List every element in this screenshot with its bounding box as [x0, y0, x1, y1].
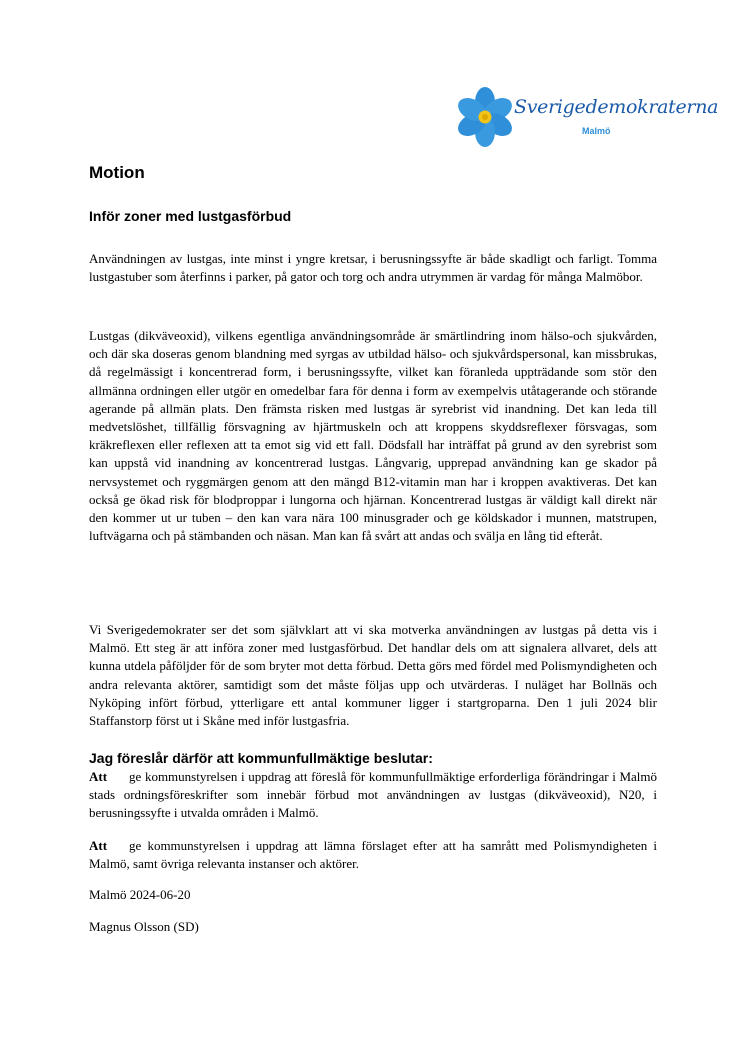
- motion-lead: Att: [89, 769, 108, 784]
- document-heading: Motion: [89, 163, 145, 182]
- paragraph: Vi Sverigedemokrater ser det som självklart att vi ska motverka användningen av lustgas på detta vis i Malmö. Ett steg är att införa zoner med lustgasförbud. Det handlar dels om att signalera allvaret, dels att kunna utdela påföljder för de som bryter mot detta förbud. Detta görs med fördel med Polismyndigheten och andra relevanta aktörer, samtidigt som det måste följas upp och utvärderas. I nuläget har Bollnäs och Nyköping infört förbud, ytterligare ett antal kommuner ligger i startgroparna. Den 1 juli 2024 blir Staffanstorp först ut i Skåne med inför lustgasfria.: [89, 622, 657, 729]
- motion-lead: Att: [89, 838, 108, 853]
- signature: Magnus Olsson (SD): [89, 919, 199, 934]
- motion-text: ge kommunstyrelsen i uppdrag att lämna förslaget efter att ha samrått med Polismyndigheten i Malmö, samt övriga relevanta instanser och aktörer.: [89, 838, 657, 872]
- logo-wordmark: Sverigedemokraterna: [514, 96, 719, 118]
- proposal-heading: Jag föreslår därför att kommunfullmäktige beslutar:: [89, 750, 433, 766]
- logo-subtitle: Malmö: [582, 126, 611, 136]
- party-logo: [458, 86, 719, 148]
- paragraph: Användningen av lustgas, inte minst i yngre kretsar, i berusningssyfte är både skadligt och farligt. Tomma lustgastuber som återfinns i parker, på gator och torg och andra utrymmen är vardag för många Malmöbor.: [89, 251, 657, 285]
- motion-title: Inför zoner med lustgasförbud: [89, 208, 292, 224]
- anemone-flower-icon: [458, 86, 514, 148]
- motion-item: [89, 768, 657, 823]
- motion-item: [89, 837, 657, 873]
- motion-text: ge kommunstyrelsen i uppdrag att föreslå för kommunfullmäktige erforderliga förändringar i Malmö stads ordningsföreskrifter som innebär förbud mot användningen av lustgas (dikväveoxid), N20, i berusningssyfte i utvalda områden i Malmö.: [89, 769, 657, 821]
- paragraph: Lustgas (dikväveoxid), vilkens egentliga användningsområde är smärtlindring inom hälso-och sjukvården, och där ska doseras genom blandning med syrgas av utbildad hälso- och sjukvårdspersonal, kan missbrukas, då regelmässigt i koncentrerad form, i berusningssyfte, vilket kan föranleda uppträdande som stör den allmänna ordningen eller utgör en omedelbar fara för denna i form av exempelvis utåtagerande och störande agerande på allmän plats. Den främsta risken med lustgas är syrebrist vid inandning. Det kan leda till medvetslöshet, tillfällig försvagning av hjärtmuskeln och att kroppens skyddsreflexer försvagas, som kräkreflexen eller reflexen att ta emot sig vid ett fall. Dödsfall har inträffat på grund av den syrebrist som kan uppstå vid inandning av koncentrerad lustgas. Långvarig, upprepad användning kan ge skador på nervsystemet och ryggmärgen genom att den mängd B12-vitamin man har i kroppen avaktiveras. Det kan också ge ökad risk för blodproppar i lungorna och hjärnan. Koncentrerad lustgas är väldigt kall direkt när den kommer ut ur tuben – den kan vara nära 100 minusgrader och ge köldskador i munnen, matstrupen, luftvägarna och på stämbanden och näsan. Man kan få svårt att andas och svälja en lång tid efteråt.: [89, 328, 657, 544]
- place-date: Malmö 2024-06-20: [89, 887, 191, 902]
